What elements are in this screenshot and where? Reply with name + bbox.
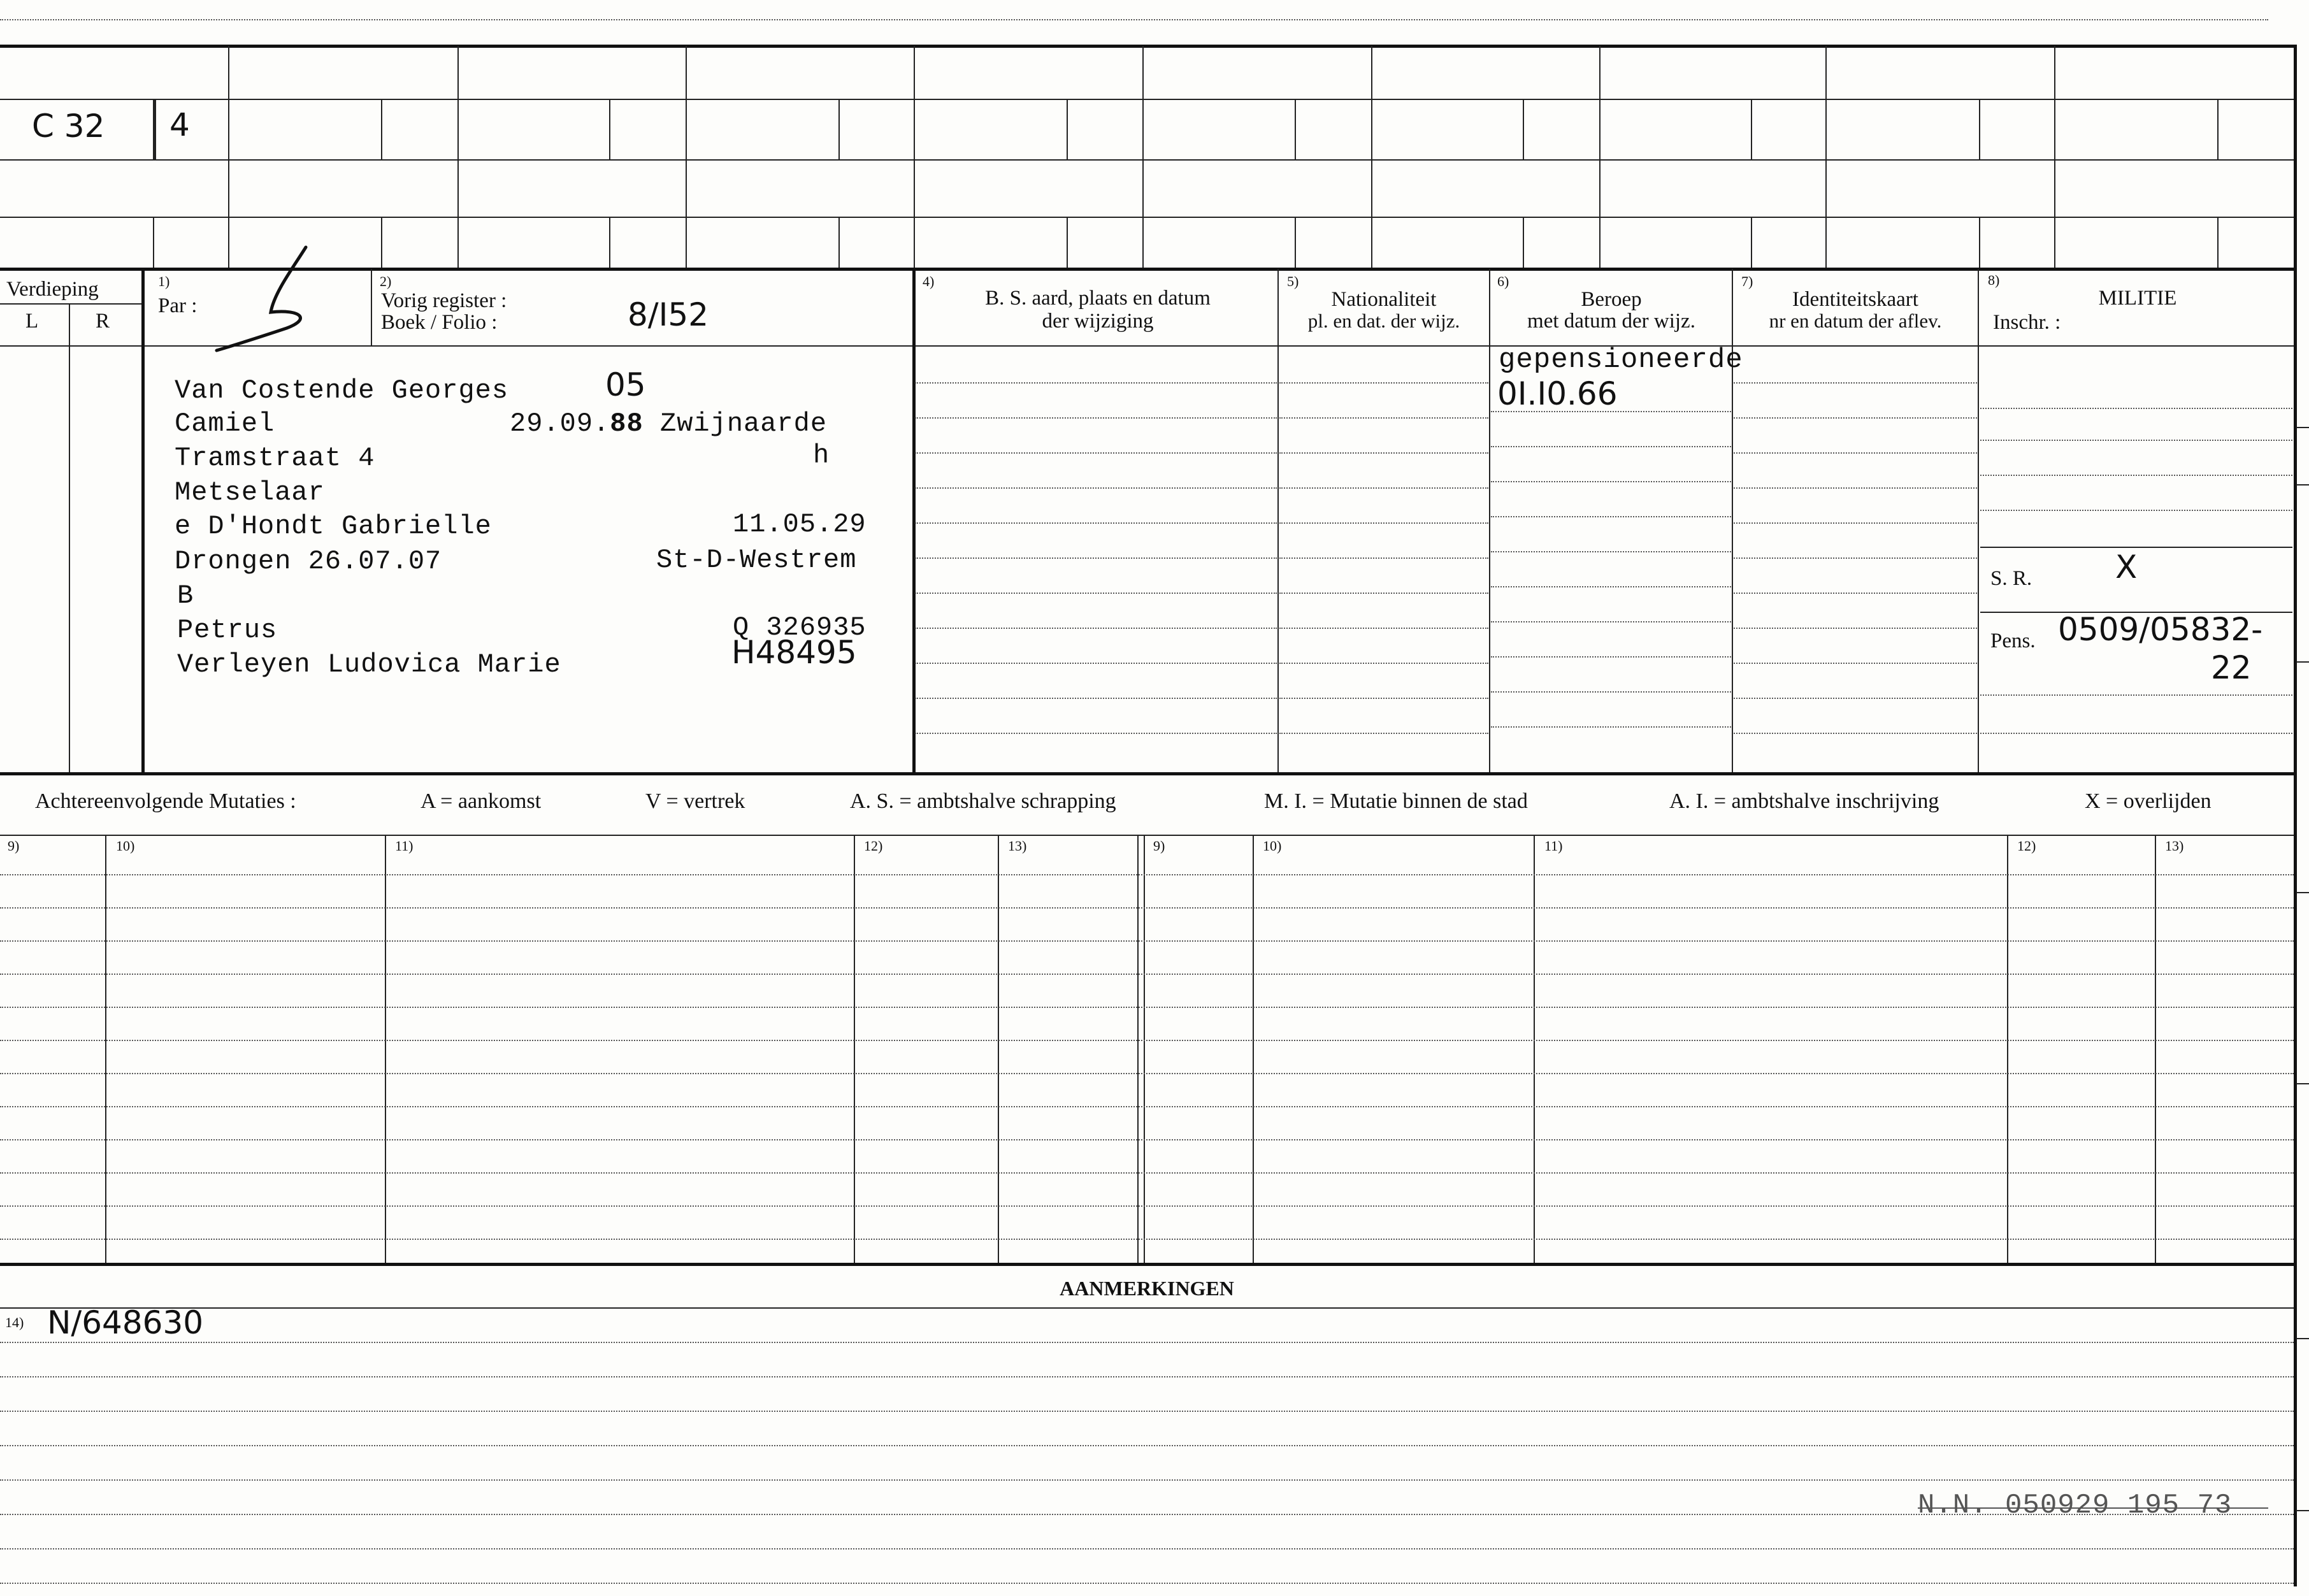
grid-sub-line — [1295, 100, 1296, 159]
legend-overlijden: X = overlijden — [2085, 789, 2212, 813]
vorig-register-label: Vorig register : — [381, 289, 507, 312]
dotted-line — [1279, 557, 1488, 559]
dotted-line — [915, 522, 1277, 524]
dotted-line — [915, 452, 1277, 454]
dotted-line — [1980, 408, 2292, 409]
mut-col-10: 10) — [116, 838, 135, 854]
mut-row-line — [0, 1239, 2294, 1240]
bs-number: 4) — [923, 273, 935, 289]
mut-col-line — [1534, 836, 1535, 1263]
grid-sub-line — [1523, 218, 1524, 268]
grid-col-line — [1599, 46, 1600, 268]
grid-row-line — [0, 159, 2294, 161]
col-line — [1277, 269, 1279, 775]
remarks-number: 14) — [5, 1314, 24, 1330]
mut-col-line — [854, 836, 855, 1263]
remarks-title: AANMERKINGEN — [1060, 1277, 1234, 1300]
inschr-label: Inschr. : — [1993, 311, 2061, 334]
dotted-line — [915, 733, 1277, 734]
mut-col-9b: 9) — [1153, 838, 1165, 854]
beroep-date: 0I.I0.66 — [1497, 375, 1618, 412]
grid-col-line — [1142, 46, 1144, 268]
dotted-line — [1734, 487, 1977, 489]
mut-col-line — [105, 836, 106, 1263]
dotted-line — [1734, 522, 1977, 524]
grid-col-line — [686, 46, 687, 268]
militie-number: 8) — [1988, 272, 2000, 288]
entry-firstname: Camiel — [175, 408, 275, 439]
beroep-value: gepensioneerde — [1499, 344, 1743, 376]
header-row-bottom — [0, 345, 2294, 347]
mut-row-line — [0, 1106, 2294, 1107]
grid-sub-line — [1295, 218, 1296, 268]
dotted-line — [915, 382, 1277, 384]
mutations-bottom — [0, 1263, 2294, 1266]
dotted-line — [915, 698, 1277, 699]
remarks-line — [0, 1445, 2294, 1446]
mut-col-11b: 11) — [1544, 838, 1563, 854]
dotted-line — [1491, 586, 1731, 587]
dotted-line — [1491, 656, 1731, 658]
edge-tick — [2296, 1083, 2309, 1084]
mut-row-line — [0, 974, 2294, 975]
left-label: L — [25, 310, 39, 333]
grid-col-line — [457, 46, 459, 268]
dotted-line — [1279, 698, 1488, 699]
dotted-line — [1980, 733, 2292, 734]
grid-sub-line — [153, 218, 154, 268]
edge-tick — [2296, 484, 2309, 485]
grid-sub-line — [1979, 100, 1980, 159]
dotted-line — [1980, 694, 2292, 696]
dotted-line — [915, 628, 1277, 629]
mut-row-line — [0, 874, 2294, 875]
grid-col-line — [914, 46, 915, 268]
mut-row-line — [0, 1139, 2294, 1140]
grid-sub-line — [1523, 100, 1524, 159]
dotted-line — [1734, 593, 1977, 594]
register-code: C 32 — [32, 108, 105, 145]
dotted-line — [1734, 698, 1977, 699]
handwritten-par-mark — [210, 242, 338, 357]
dotted-line — [1279, 452, 1488, 454]
national-number-strike — [1918, 1507, 2268, 1509]
entry-occupation: Metselaar — [175, 477, 325, 508]
vorig-number: 2) — [380, 273, 392, 289]
mut-row-line — [0, 940, 2294, 942]
bs-label-1: B. S. aard, plaats en datum — [985, 287, 1211, 310]
entry-father: Petrus — [177, 615, 278, 645]
dotted-line — [915, 663, 1277, 664]
mut-col-11: 11) — [395, 838, 414, 854]
boek-folio-value: 8/I52 — [628, 296, 709, 333]
dotted-line — [915, 417, 1277, 419]
entry-spouse: e D'Hondt Gabrielle — [175, 511, 492, 542]
grid-sub-line — [381, 100, 382, 159]
remarks-line — [0, 1548, 2294, 1549]
sr-line — [1980, 547, 2292, 548]
grid-col-line — [1371, 46, 1372, 268]
dotted-line — [915, 487, 1277, 489]
grid-sub-line — [1751, 100, 1752, 159]
col-line — [1489, 269, 1490, 775]
dotted-line — [1279, 663, 1488, 664]
sr-value: X — [2115, 549, 2138, 586]
nat-label-1: Nationaliteit — [1331, 288, 1437, 311]
lr-divider — [69, 303, 70, 775]
mutations-title: Achtereenvolgende Mutaties : — [35, 789, 296, 813]
entry-birthdate-day: 29.09. — [510, 408, 610, 439]
edge-tick — [2296, 427, 2309, 428]
dotted-line — [1491, 516, 1731, 517]
mut-col-line — [2007, 836, 2008, 1263]
dotted-line — [1734, 628, 1977, 629]
mut-row-line — [0, 907, 2294, 909]
right-border — [2294, 45, 2297, 1586]
dotted-line — [915, 593, 1277, 594]
grid-sub-line — [2217, 100, 2219, 159]
col-line — [141, 269, 145, 775]
id-label-1: Identiteitskaart — [1792, 288, 1918, 311]
dotted-line — [1734, 733, 1977, 734]
mut-col-line — [385, 836, 386, 1263]
mut-col-9: 9) — [8, 838, 20, 854]
grid-sub-line — [381, 218, 382, 268]
id-number: 7) — [1741, 273, 1753, 289]
entry-mother: Verleyen Ludovica Marie — [177, 649, 561, 680]
remarks-value: N/648630 — [47, 1304, 204, 1341]
grid-col-line — [228, 46, 229, 268]
right-label: R — [96, 310, 110, 333]
remarks-line — [0, 1411, 2294, 1412]
remarks-line — [0, 1376, 2294, 1377]
edge-tick — [2296, 892, 2309, 893]
mut-col-12: 12) — [864, 838, 883, 854]
remarks-line — [0, 1342, 2294, 1343]
top-border — [0, 45, 2294, 48]
militie-label: MILITIE — [2098, 287, 2177, 310]
mut-col-13b: 13) — [2165, 838, 2184, 854]
mut-col-line — [2155, 836, 2156, 1263]
mut-row-line — [0, 1172, 2294, 1174]
dotted-line — [1491, 726, 1731, 728]
edge-tick — [2296, 1510, 2309, 1511]
entry-birthdate-struck-year: 88 — [610, 408, 644, 439]
par-label: Par : — [158, 294, 198, 317]
legend-aankomst: A = aankomst — [421, 789, 542, 813]
sr-label: S. R. — [1990, 567, 2032, 590]
entry-street: Tramstraat 4 — [175, 443, 375, 473]
remarks-line — [0, 1583, 2294, 1584]
dotted-line — [1279, 487, 1488, 489]
mut-row-line — [0, 1205, 2294, 1207]
dotted-line — [1491, 621, 1731, 622]
mut-col-10b: 10) — [1263, 838, 1282, 854]
dotted-line — [1980, 440, 2292, 441]
grid-sub-line — [838, 218, 840, 268]
dotted-line — [1491, 551, 1731, 552]
grid-col-line — [2054, 46, 2055, 268]
entry-mark: h — [813, 440, 830, 471]
pens-value: 0509/05832- — [2058, 611, 2263, 648]
id-label-2: nr en datum der aflev. — [1769, 310, 1942, 332]
col-line — [371, 269, 372, 345]
legend-schrapping: A. S. = ambtshalve schrapping — [850, 789, 1116, 813]
pens-value-2: 22 — [2211, 649, 2252, 686]
mut-row-line — [0, 1007, 2294, 1008]
dotted-line — [1279, 522, 1488, 524]
grid-sub-line — [1979, 218, 1980, 268]
mut-col-line — [1253, 836, 1254, 1263]
grid-sub-line — [1067, 100, 1068, 159]
entry-ref-h: H48495 — [731, 634, 857, 671]
entry-name-suffix: 05 — [605, 366, 646, 403]
mutations-top — [0, 835, 2294, 836]
dotted-line — [1734, 557, 1977, 559]
beroep-label-2: met datum der wijz. — [1527, 310, 1695, 333]
dotted-line — [1491, 481, 1731, 482]
entry-bottom — [0, 772, 2294, 775]
grid-sub-line — [1067, 218, 1068, 268]
dotted-line — [1980, 475, 2292, 476]
mut-col-12b: 12) — [2017, 838, 2036, 854]
code-divider — [154, 100, 156, 159]
nat-label-2: pl. en dat. der wijz. — [1307, 310, 1460, 332]
dotted-line — [1734, 452, 1977, 454]
grid-sub-line — [609, 218, 610, 268]
mut-row-line — [0, 1040, 2294, 1041]
legend-mutatie: M. I. = Mutatie binnen de stad — [1264, 789, 1528, 813]
entry-name: Van Costende Georges — [175, 375, 509, 406]
legend-inschrijving: A. I. = ambtshalve inschrijving — [1669, 789, 1939, 813]
verdieping-split — [0, 303, 141, 305]
entry-ref-q: Q 326935 — [733, 612, 867, 643]
remarks-top — [0, 1307, 2294, 1309]
boek-folio-label: Boek / Folio : — [381, 311, 498, 334]
dotted-line — [1279, 628, 1488, 629]
grid-row-line — [0, 99, 2294, 100]
verdieping-label: Verdieping — [6, 278, 99, 301]
mut-col-line — [998, 836, 999, 1263]
legend-vertrek: V = vertrek — [645, 789, 745, 813]
edge-tick — [2296, 661, 2309, 663]
mut-col-line — [1137, 836, 1139, 1263]
beroep-number: 6) — [1497, 273, 1509, 289]
entry-spouse-place: St-D-Westrem — [656, 545, 857, 575]
entry-spouse-date: 11.05.29 — [733, 509, 867, 540]
edge-tick — [2296, 1338, 2309, 1339]
header-row-top — [0, 268, 2294, 271]
grid-row-line — [0, 217, 2294, 218]
mut-col-line — [1144, 836, 1145, 1263]
grid-sub-line — [2217, 218, 2219, 268]
house-number: 4 — [169, 106, 190, 143]
entry-spouse-birth: Drongen 26.07.07 — [175, 546, 442, 577]
dotted-line — [1980, 510, 2292, 511]
bs-label-2: der wijziging — [1042, 310, 1154, 333]
nat-number: 5) — [1287, 273, 1299, 289]
mut-col-13: 13) — [1008, 838, 1027, 854]
national-number: N.N. 050929 195 73 — [1918, 1490, 2233, 1521]
entry-code-b: B — [177, 580, 194, 611]
dotted-line — [1491, 446, 1731, 447]
entry-birthdate — [510, 409, 644, 438]
mut-row-line — [0, 1073, 2294, 1074]
pens-label: Pens. — [1990, 629, 2036, 652]
dotted-line — [1279, 593, 1488, 594]
par-number: 1) — [158, 273, 170, 289]
dotted-line — [1491, 691, 1731, 693]
dotted-line — [1279, 382, 1488, 384]
col-line — [1978, 269, 1979, 775]
entry-birthplace: Zwijnaarde — [660, 408, 828, 439]
dotted-line — [1734, 417, 1977, 419]
top-dotted-edge — [0, 19, 2268, 20]
grid-sub-line — [838, 100, 840, 159]
grid-col-line — [1825, 46, 1827, 268]
dotted-line — [915, 557, 1277, 559]
dotted-line — [1734, 663, 1977, 664]
grid-sub-line — [609, 100, 610, 159]
grid-sub-line — [1751, 218, 1752, 268]
dotted-line — [1279, 733, 1488, 734]
dotted-line — [1734, 382, 1977, 384]
dotted-line — [1279, 417, 1488, 419]
remarks-line — [0, 1479, 2294, 1481]
beroep-label-1: Beroep — [1581, 288, 1642, 311]
